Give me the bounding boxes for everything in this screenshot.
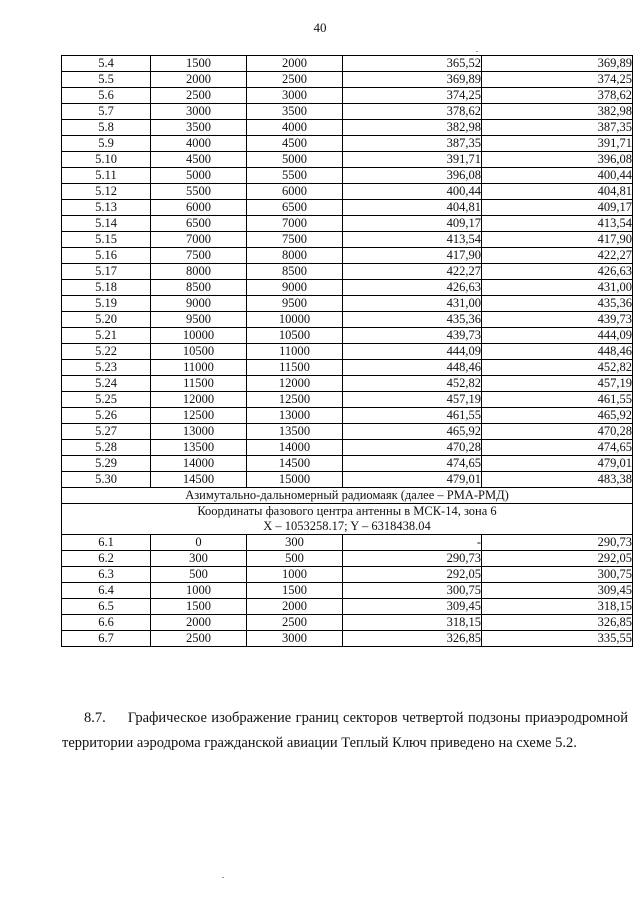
table-cell: 2000 — [247, 56, 343, 72]
table-cell: 391,71 — [343, 152, 482, 168]
table-cell: 6.7 — [62, 631, 151, 647]
table-row — [62, 535, 633, 551]
table-cell: 439,73 — [482, 312, 633, 328]
table-cell: 292,05 — [343, 567, 482, 583]
paragraph-text: Графическое изображение границ секторов четвертой подзоны приаэродромной территории аэродрома гражданской авиации Теплый Ключ приведено на схеме 5.2. — [62, 710, 628, 751]
table-cell: 12000 — [247, 376, 343, 392]
table-cell: 2500 — [151, 631, 247, 647]
table-cell: 382,98 — [482, 104, 633, 120]
table-cell: 391,71 — [482, 136, 633, 152]
table-row — [62, 344, 633, 360]
section-title-row — [62, 488, 633, 504]
table-cell: 5500 — [151, 184, 247, 200]
table-cell: 431,00 — [343, 296, 482, 312]
table-cell: 5500 — [247, 168, 343, 184]
table-cell: 326,85 — [343, 631, 482, 647]
table-cell: 5.5 — [62, 72, 151, 88]
table-cell: 479,01 — [482, 456, 633, 472]
coords-line-1: Координаты фазового центра антенны в МСК-14, зона 6 — [197, 504, 497, 518]
table-cell: 5.14 — [62, 216, 151, 232]
table-row — [62, 104, 633, 120]
table-row — [62, 376, 633, 392]
table-row — [62, 312, 633, 328]
table-cell: 444,09 — [343, 344, 482, 360]
page-number: 40 — [313, 20, 327, 35]
table-cell: 422,27 — [482, 248, 633, 264]
table-cell: 435,36 — [343, 312, 482, 328]
table-row — [62, 328, 633, 344]
table-row — [62, 440, 633, 456]
table-cell: 0 — [151, 535, 247, 551]
table-row — [62, 408, 633, 424]
table-cell: 1500 — [151, 56, 247, 72]
coords-row — [62, 504, 633, 535]
table-cell: 5.4 — [62, 56, 151, 72]
table-row — [62, 472, 633, 488]
table-cell: 4500 — [151, 152, 247, 168]
table-row — [62, 296, 633, 312]
table-cell: 5.6 — [62, 88, 151, 104]
table-cell: 5.21 — [62, 328, 151, 344]
table-cell: 318,15 — [482, 599, 633, 615]
table-row — [62, 168, 633, 184]
table-cell: 8000 — [247, 248, 343, 264]
table-row — [62, 232, 633, 248]
table-cell: 452,82 — [343, 376, 482, 392]
paragraph-8-7 — [62, 706, 628, 756]
table-cell: 378,62 — [343, 104, 482, 120]
table-cell: 10000 — [247, 312, 343, 328]
table-row — [62, 631, 633, 647]
table-row — [62, 567, 633, 583]
table-cell: 448,46 — [343, 360, 482, 376]
table-cell: 4000 — [151, 136, 247, 152]
table-cell: 404,81 — [343, 200, 482, 216]
table-section-header — [62, 488, 633, 535]
table-cell: 290,73 — [482, 535, 633, 551]
table-row — [62, 88, 633, 104]
table-cell: 5.22 — [62, 344, 151, 360]
table-cell: 5.30 — [62, 472, 151, 488]
table-cell: 3000 — [247, 88, 343, 104]
table-cell: 2000 — [151, 615, 247, 631]
table-cell: 6000 — [247, 184, 343, 200]
table-cell: 13000 — [247, 408, 343, 424]
table-cell: 5.17 — [62, 264, 151, 280]
table-cell: 448,46 — [482, 344, 633, 360]
table-cell: 6.6 — [62, 615, 151, 631]
table-row — [62, 280, 633, 296]
table-cell: 365,52 — [343, 56, 482, 72]
table-cell: 400,44 — [482, 168, 633, 184]
table-cell: 5.23 — [62, 360, 151, 376]
table-cell: 326,85 — [482, 615, 633, 631]
table-cell: 14500 — [247, 456, 343, 472]
table-cell: 9500 — [151, 312, 247, 328]
table-cell: 300 — [247, 535, 343, 551]
table-row — [62, 264, 633, 280]
table-cell: 8500 — [151, 280, 247, 296]
table-cell: 300,75 — [343, 583, 482, 599]
scan-speck — [222, 877, 224, 878]
table-row — [62, 456, 633, 472]
paragraph-number: 8.7. — [84, 710, 106, 726]
table-body-part-a — [62, 56, 633, 488]
table-cell: 9000 — [151, 296, 247, 312]
table-row — [62, 72, 633, 88]
table-cell: 5.7 — [62, 104, 151, 120]
table-cell: 5.16 — [62, 248, 151, 264]
table-row — [62, 551, 633, 567]
table-cell: 4500 — [247, 136, 343, 152]
table-row — [62, 583, 633, 599]
table-cell: 483,38 — [482, 472, 633, 488]
table-cell: 6.3 — [62, 567, 151, 583]
table-cell: 2000 — [151, 72, 247, 88]
table-cell: 382,98 — [343, 120, 482, 136]
section-title: Азимутально-дальномерный радиомаяк (далее – РМА-РМД) — [62, 488, 633, 504]
table-cell: 374,25 — [343, 88, 482, 104]
table-cell: 5.25 — [62, 392, 151, 408]
table-cell: 465,92 — [482, 408, 633, 424]
table-cell: 11000 — [247, 344, 343, 360]
table-cell: 5.26 — [62, 408, 151, 424]
table-cell: 300,75 — [482, 567, 633, 583]
table-cell: 8000 — [151, 264, 247, 280]
table-cell: 9500 — [247, 296, 343, 312]
table-cell: 400,44 — [343, 184, 482, 200]
table-cell: 500 — [247, 551, 343, 567]
table-cell: 1000 — [247, 567, 343, 583]
table-row — [62, 56, 633, 72]
table-cell: 5.20 — [62, 312, 151, 328]
table-cell: 11500 — [151, 376, 247, 392]
table-cell: 6500 — [151, 216, 247, 232]
table-cell: 5.29 — [62, 456, 151, 472]
table-cell: 5000 — [247, 152, 343, 168]
table-cell: 2500 — [151, 88, 247, 104]
table-cell: 387,35 — [482, 120, 633, 136]
table-cell: 6000 — [151, 200, 247, 216]
table-cell: 500 — [151, 567, 247, 583]
table-cell: 396,08 — [482, 152, 633, 168]
table-cell: 1500 — [247, 583, 343, 599]
table-cell: 417,90 — [343, 248, 482, 264]
table-cell: 300 — [151, 551, 247, 567]
table-cell: 5.18 — [62, 280, 151, 296]
table-cell: 3500 — [151, 120, 247, 136]
table-cell: 5.28 — [62, 440, 151, 456]
table-row — [62, 200, 633, 216]
table-cell: 417,90 — [482, 232, 633, 248]
table-cell: 5.10 — [62, 152, 151, 168]
table-cell: 11000 — [151, 360, 247, 376]
coords-cell — [62, 504, 633, 535]
table-cell: 14500 — [151, 472, 247, 488]
table-cell: 470,28 — [343, 440, 482, 456]
table-cell: 10500 — [247, 328, 343, 344]
table-cell: 13500 — [247, 424, 343, 440]
table-cell: 470,28 — [482, 424, 633, 440]
table-cell: 461,55 — [482, 392, 633, 408]
table-cell: 6.1 — [62, 535, 151, 551]
table-cell: 7500 — [247, 232, 343, 248]
table-cell: 413,54 — [482, 216, 633, 232]
table-cell: 292,05 — [482, 551, 633, 567]
scan-speck — [476, 51, 478, 52]
table-cell: 374,25 — [482, 72, 633, 88]
table-cell: 335,55 — [482, 631, 633, 647]
table-cell: 2500 — [247, 72, 343, 88]
table-cell: 5.24 — [62, 376, 151, 392]
table-cell: 461,55 — [343, 408, 482, 424]
table-cell: 12500 — [247, 392, 343, 408]
table-cell: 14000 — [151, 456, 247, 472]
table-cell: 474,65 — [482, 440, 633, 456]
table-cell: 369,89 — [343, 72, 482, 88]
table-cell: 474,65 — [343, 456, 482, 472]
table-cell: 3500 — [247, 104, 343, 120]
table-cell: 13500 — [151, 440, 247, 456]
table-cell: 435,36 — [482, 296, 633, 312]
table-row — [62, 360, 633, 376]
table-cell: 439,73 — [343, 328, 482, 344]
table-row — [62, 599, 633, 615]
coords-line-2: X – 1053258.17; Y – 6318438.04 — [263, 519, 431, 533]
table-cell: 413,54 — [343, 232, 482, 248]
table-cell: 426,63 — [482, 264, 633, 280]
table-cell: 5.27 — [62, 424, 151, 440]
table-cell: 1000 — [151, 583, 247, 599]
table-cell: 11500 — [247, 360, 343, 376]
table-cell: 2000 — [247, 599, 343, 615]
table-cell: 4000 — [247, 120, 343, 136]
table-cell: 6.5 — [62, 599, 151, 615]
table-cell: 7500 — [151, 248, 247, 264]
table-row — [62, 136, 633, 152]
table-row — [62, 152, 633, 168]
table-cell: 457,19 — [343, 392, 482, 408]
table-row — [62, 216, 633, 232]
table-cell: 369,89 — [482, 56, 633, 72]
table-cell: 387,35 — [343, 136, 482, 152]
table-cell: 13000 — [151, 424, 247, 440]
table-cell: 457,19 — [482, 376, 633, 392]
table-cell: 5000 — [151, 168, 247, 184]
table-cell: 1500 — [151, 599, 247, 615]
table-cell: 5.19 — [62, 296, 151, 312]
table-cell: 6500 — [247, 200, 343, 216]
table-cell: 422,27 — [343, 264, 482, 280]
table-cell: 14000 — [247, 440, 343, 456]
table-cell: 10000 — [151, 328, 247, 344]
table-cell: 6.4 — [62, 583, 151, 599]
data-table — [61, 55, 633, 647]
table-cell: 12000 — [151, 392, 247, 408]
table-cell: 5.9 — [62, 136, 151, 152]
table-cell: 3000 — [247, 631, 343, 647]
table-cell: 409,17 — [482, 200, 633, 216]
table-cell: 431,00 — [482, 280, 633, 296]
table-row — [62, 120, 633, 136]
table-cell: 5.15 — [62, 232, 151, 248]
table-cell: 452,82 — [482, 360, 633, 376]
table-cell: 15000 — [247, 472, 343, 488]
table-row — [62, 248, 633, 264]
table-cell: 2500 — [247, 615, 343, 631]
table-cell: 5.12 — [62, 184, 151, 200]
table-cell: 426,63 — [343, 280, 482, 296]
table-cell: 10500 — [151, 344, 247, 360]
table-cell: 8500 — [247, 264, 343, 280]
table-cell: 318,15 — [343, 615, 482, 631]
table-cell: 309,45 — [482, 583, 633, 599]
table-cell: 9000 — [247, 280, 343, 296]
table-cell: 7000 — [247, 216, 343, 232]
table-row — [62, 184, 633, 200]
table-row — [62, 392, 633, 408]
table-row — [62, 424, 633, 440]
table-body-part-b — [62, 535, 633, 647]
table-cell: 6.2 — [62, 551, 151, 567]
table-cell: 444,09 — [482, 328, 633, 344]
table-cell: 5.8 — [62, 120, 151, 136]
table-cell: 404,81 — [482, 184, 633, 200]
table-cell: 5.13 — [62, 200, 151, 216]
table-cell: 12500 — [151, 408, 247, 424]
table-cell: 479,01 — [343, 472, 482, 488]
table-cell: - — [343, 535, 482, 551]
table-cell: 409,17 — [343, 216, 482, 232]
table-cell: 378,62 — [482, 88, 633, 104]
table-cell: 396,08 — [343, 168, 482, 184]
table-cell: 309,45 — [343, 599, 482, 615]
table-cell: 7000 — [151, 232, 247, 248]
table-cell: 465,92 — [343, 424, 482, 440]
table-cell: 3000 — [151, 104, 247, 120]
table-cell: 290,73 — [343, 551, 482, 567]
table-row — [62, 615, 633, 631]
table-cell: 5.11 — [62, 168, 151, 184]
